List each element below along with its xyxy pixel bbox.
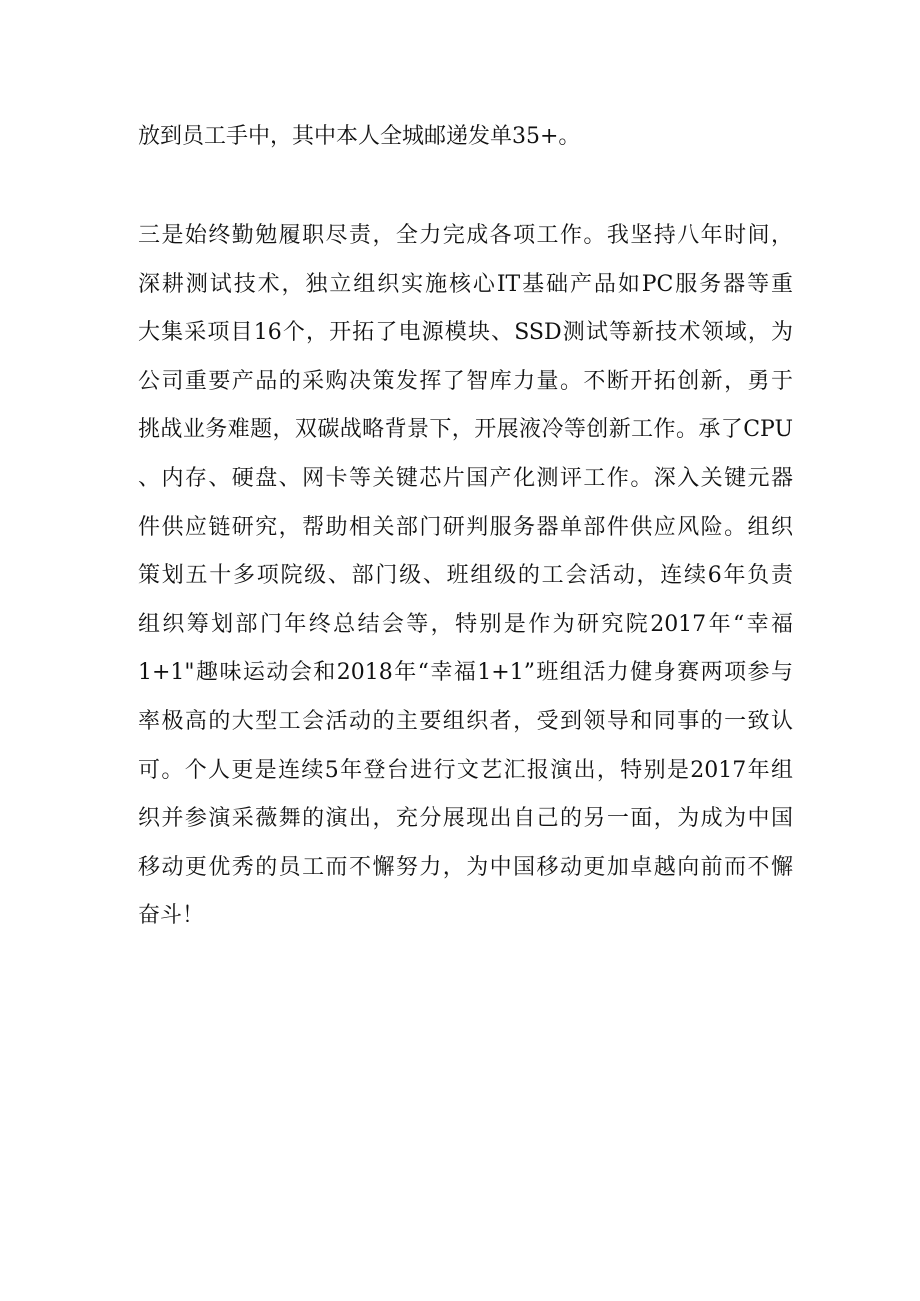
paragraph-line: 组织筹划部门年终总结会等，特别是作为研究院2017年“幸福: [138, 611, 793, 637]
paragraph-2: [138, 212, 793, 941]
paragraph-line: 可。个人更是连续5年登台进行文艺汇报演出，特别是2017年组: [138, 757, 793, 783]
paragraph-line: 1+1"趣味运动会和2018年“幸福1+1”班组活力健身赛两项参与: [138, 660, 793, 686]
paragraph-line: 奋斗！: [138, 903, 205, 929]
paragraph-line: 深耕测试技术，独立组织实施核心IT基础产品如PC服务器等重: [138, 271, 793, 297]
paragraph-line: 公司重要产品的采购决策发挥了智库力量。不断开拓创新，勇于: [138, 368, 793, 394]
paragraph-line: 挑战业务难题，双碳战略背景下，开展液冷等创新工作。承了CPU: [138, 417, 793, 443]
paragraph-line: 策划五十多项院级、部门级、班组级的工会活动，连续6年负责: [138, 563, 793, 589]
paragraph-line: 、内存、硬盘、网卡等关键芯片国产化测评工作。深入关键元器: [138, 465, 793, 491]
paragraph-line: 移动更优秀的员工而不懈努力，为中国移动更加卓越向前而不懈: [138, 854, 793, 880]
paragraph-line: 织并参演采薇舞的演出，充分展现出自己的另一面，为成为中国: [138, 806, 793, 832]
paragraph-line: 放到员工手中，其中本人全城邮递发单35+。: [138, 124, 581, 149]
paragraph-line: 件供应链研究，帮助相关部门研判服务器单部件供应风险。组织: [138, 514, 793, 540]
paragraph-line: 大集采项目16个，开拓了电源模块、SSD测试等新技术领域，为: [138, 320, 793, 346]
paragraph-line: 率极高的大型工会活动的主要组织者，受到领导和同事的一致认: [138, 708, 793, 734]
paragraph-1: [138, 113, 793, 162]
paragraph-line: 三是始终勤勉履职尽责，全力完成各项工作。我坚持八年时间，: [138, 223, 793, 248]
